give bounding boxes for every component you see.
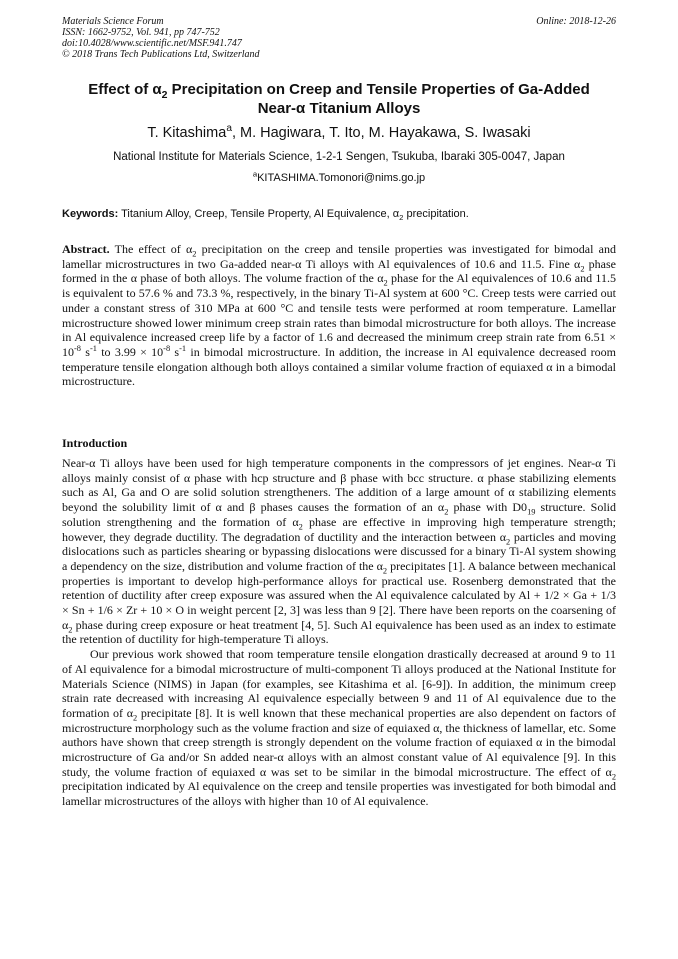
intro-text: Our previous work showed that room temperature tensile elongation drastically decreased at around 9 to 11 of Al equivalence for a bimodal microstructure of multi-component Ti alloys produced at the National Institute for Materials Science (NIMS) in Japan (for examples, see Kitashima et al. [6-9]). In addition, the minimum creep strain rate decreased with increasing Al equivalence especially between 9 and 11 of Al equivalence due to the formation of α <box>62 647 616 720</box>
keywords-end: precipitation. <box>403 208 469 220</box>
subscript: 2 <box>444 507 449 517</box>
abstract-text: s <box>170 344 180 359</box>
subscript: 2 <box>382 566 388 576</box>
intro-paragraph-1 <box>62 456 616 647</box>
superscript: -1 <box>179 343 187 353</box>
keywords-text: Titanium Alloy, Creep, Tensile Property, Al Equivalence, α <box>118 208 400 220</box>
title-part: Precipitation on Creep and Tensile Properties of Ga-Added <box>167 81 590 98</box>
intro-text: phase with D0 <box>448 500 528 515</box>
online-date: Online: 2018-12-26 <box>536 16 616 27</box>
author-list <box>40 124 638 142</box>
keywords-sub: 2 <box>399 213 404 223</box>
subscript: 2 <box>506 536 511 546</box>
intro-text: precipitation indicated by Al equivalence on the creep and tensile properties was investigated for both bimodal and lamellar microstructures of the alloys with higher than 10 of Al equivalence. <box>62 779 616 809</box>
abstract-text: in bimodal microstructure. In addition, the increase in Al equivalence decreased room temperature tensile elongation although both alloys contained a similar volume fraction of equiaxed α in a bimodal microstructure. <box>62 344 616 389</box>
section-heading-introduction: Introduction <box>62 436 128 450</box>
subscript: 2 <box>133 713 138 723</box>
journal-header <box>62 16 616 60</box>
subscript: 2 <box>192 249 197 259</box>
intro-paragraph-2 <box>62 647 616 809</box>
intro-text: structure. Solid solution strengthening and the formation of α <box>62 500 616 529</box>
abstract-text: phase formed in the α phase of both alloys. The volume fraction of the α <box>62 256 616 286</box>
email-sup: a <box>252 169 258 179</box>
abstract-text: phase for the Al equivalences of 10.6 and 11.5 is equivalent to 57.6 % and 73.3 %, respectively, in the binary Ti-Al system at 600 °C. Creep tests were carried out under a constant stress of 310 MPa at 600 °C and tensile tests were performed at room temperature. Lamellar microstructure showed lower minimum creep strain rates than bimodal microstructure for both alloys. The increase in Al equivalence increased creep life by a factor of 1.6 and decreased the minimum creep strain rate from 6.51 × 10 <box>62 271 616 359</box>
superscript: -8 <box>163 343 171 353</box>
intro-text: phase are effective in improving high temperature strength; however, they degrade ductility. The degradation of ductility and the interaction between α <box>62 514 616 544</box>
abstract <box>62 242 616 389</box>
title-line2: Near-α Titanium Alloys <box>257 100 421 117</box>
keywords <box>62 207 616 221</box>
affiliation: National Institute for Materials Science, 1-2-1 Sengen, Tsukuba, Ibaraki 305-0047, Japan <box>113 151 565 163</box>
abstract-text: to 3.99 × 10 <box>96 344 164 359</box>
intro-text: Near-α Ti alloys have been used for high temperature components in the compressors of jet engines. Near-α Ti alloys mainly consist of α phase with hcp structure and β phase with bcc structure. α phase stabilizing elements such as Al, Ga and O are solid solution strengtheners. The addition of a large amount of α stabilizing elements beyond the solubility limit of α and β phases causes the formation of an α <box>62 456 616 515</box>
author-sup: a <box>226 123 232 135</box>
issn: ISSN: 1662-9752, Vol. 941, pp 747-752 <box>62 27 220 38</box>
intro-text: precipitate [8]. It is well known that these mechanical properties are also dependent on factors of microstructure morphology such as the volume fraction and size of equiaxed α, the thickness of lamellar, etc. Some authors have shown that creep strength is strongly dependent on the volume fraction of equiaxed α in the bimodal microstructure of Ga and/or Sn added near-α alloys with an almost constant value of Al equivalence [9]. In this study, the volume fraction of equiaxed α was set to be similar in the bimodal microstructure. The effect of α <box>62 705 616 779</box>
title-sub: 2 <box>161 89 168 101</box>
intro-text: particles and moving dislocations such as particles shearing or bypassing dislocations were discussed for a binary Ti-Al system showing a dependency on the size, distribution and volume fraction of the α <box>62 529 616 573</box>
abstract-text: s <box>80 344 90 359</box>
abstract-text: The effect of α <box>109 242 193 256</box>
journal-name: Materials Science Forum <box>62 16 164 27</box>
introduction-body <box>62 456 616 809</box>
superscript: -8 <box>74 343 81 353</box>
abstract-label: Abstract. <box>62 242 110 256</box>
subscript: 19 <box>527 507 536 517</box>
title-part: Effect of α <box>88 81 162 98</box>
intro-text: phase during creep exposure or heat treatment [4, 5]. Such Al equivalence has been used as an index to estimate the retention of ductility for high-temperature Ti alloys. <box>62 617 616 647</box>
keywords-label: Keywords: <box>62 208 119 220</box>
email-address: KITASHIMA.Tomonori@nims.go.jp <box>257 172 426 184</box>
subscript: 2 <box>580 264 585 274</box>
subscript: 2 <box>611 772 616 782</box>
subscript: 2 <box>383 278 388 288</box>
email <box>40 171 638 185</box>
author-rest: , M. Hagiwara, T. Ito, M. Hayakawa, S. Iwasaki <box>231 125 531 141</box>
subscript: 2 <box>68 625 73 635</box>
abstract-text: precipitation on the creep and tensile properties was investigated for bimodal and lamellar microstructures in two Ga-added near-α Ti alloys with Al equivalences of 10.6 and 11.5. Fine α <box>62 242 616 271</box>
paper-title <box>40 80 638 118</box>
superscript: -1 <box>89 343 97 353</box>
doi: doi:10.4028/www.scientific.net/MSF.941.747 <box>62 38 242 49</box>
copyright: © 2018 Trans Tech Publications Ltd, Switzerland <box>62 49 260 60</box>
subscript: 2 <box>298 522 303 532</box>
author-first: T. Kitashima <box>147 125 227 141</box>
intro-text: precipitates [1]. A balance between mechanical properties is important to develop high-performance alloys for practical use. Rosenberg demonstrated that the retention of ductility after creep exposure was assured when the Al equivalence calculated by Al + 1/2 × Ga + 1/3 × Sn + 1/6 × Zr + 10 × O in weight percent [2, 3] was less than 9 [2]. There have been reports on the coarsening of α <box>62 558 617 632</box>
